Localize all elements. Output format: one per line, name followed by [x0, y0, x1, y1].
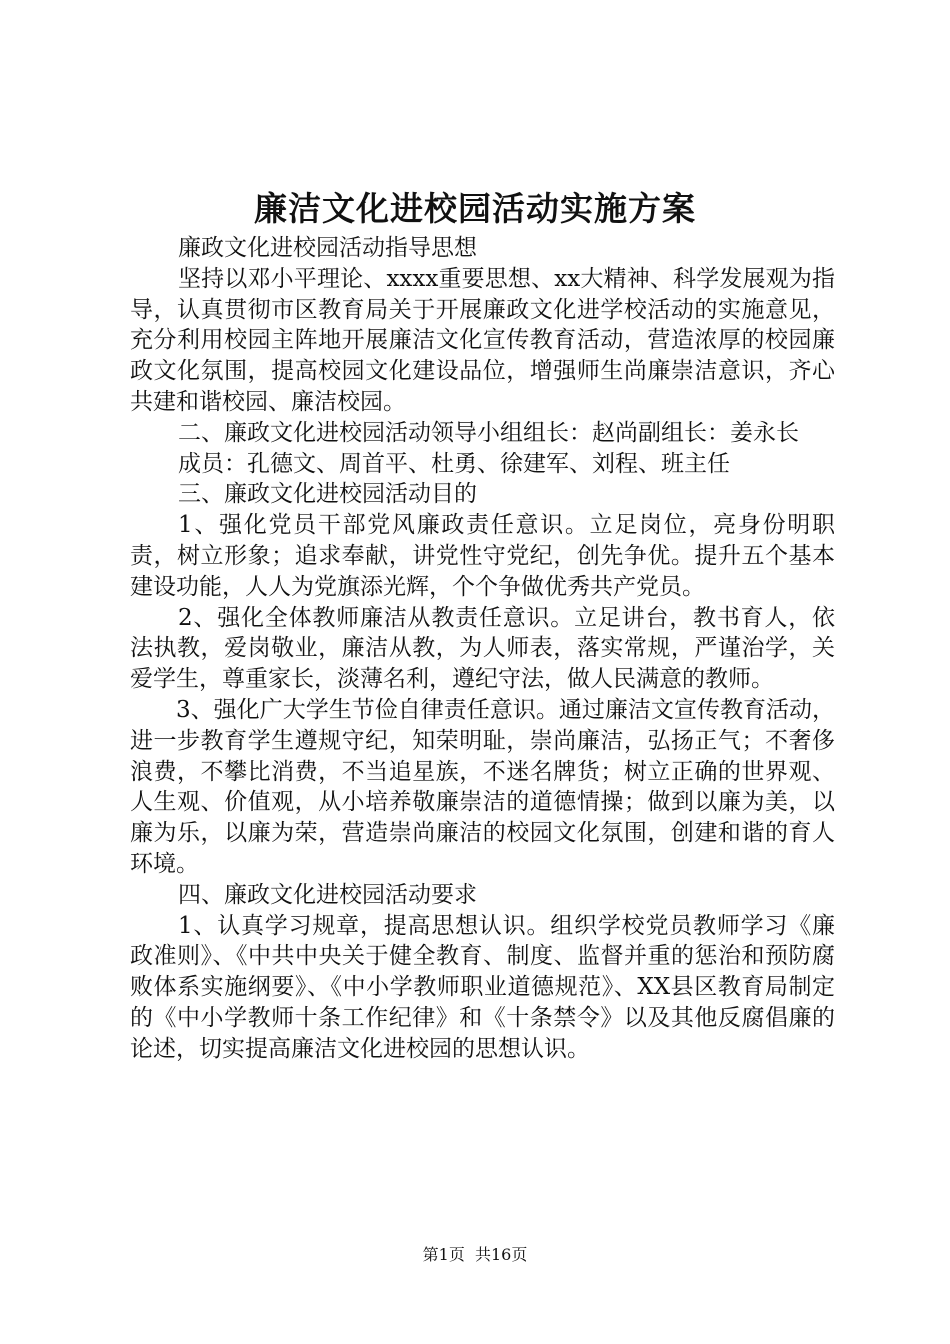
- paragraph-requirements-heading: 四、廉政文化进校园活动要求: [178, 881, 477, 908]
- paragraph-members: 成员：孔德文、周首平、杜勇、徐建军、刘程、班主任: [178, 450, 730, 477]
- paragraph-purpose-3: 3、强化广大学生节俭自律责任意识。通过廉洁文宣传教育活动，进一步教育学生遵规守纪，知荣明耻，崇尚廉洁，弘扬正气；不奢侈浪费，不攀比消费，不当追星族，不迷名牌货；树立正确的世界观、人生观、价值观，从小培养敬廉崇洁的道德情操；做到以廉为美，以廉为乐，以廉为荣，营造崇尚廉洁的校园文化氛围，创建和谐的育人环境。: [130, 696, 835, 877]
- paragraph-purpose-1: 1、强化党员干部党风廉政责任意识。立足岗位，亮身份明职责，树立形象；追求奉献，讲党性守党纪，创先争优。提升五个基本建设功能，人人为党旗添光辉，个个争做优秀共产党员。: [130, 512, 835, 600]
- paragraph-guiding-ideology: 坚持以邓小平理论、xxxx重要思想、xx大精神、科学发展观为指导，认真贯彻市区教育局关于开展廉政文化进学校活动的实施意见，充分利用校园主阵地开展廉洁文化宣传教育活动，营造浓厚的校园廉政文化氛围，提高校园文化建设品位，增强师生尚廉崇洁意识，齐心共建和谐校园、廉洁校园。: [130, 265, 835, 415]
- paragraph-leadership-group: 二、廉政文化进校园活动领导小组组长：赵尚副组长：姜永长: [178, 419, 799, 446]
- paragraph-purpose-2: 2、强化全体教师廉洁从教责任意识。立足讲台，教书育人，依法执教，爱岗敬业，廉洁从教，为人师表，落实常规，严谨治学，关爱学生，尊重家长，淡薄名利，遵纪守法，做人民满意的教师。: [130, 604, 835, 693]
- page-number-label: 第1页 共16页: [422, 1245, 528, 1264]
- document-title: 廉洁文化进校园活动实施方案: [254, 189, 696, 228]
- paragraph-guiding-ideology-heading: 廉政文化进校园活动指导思想: [178, 235, 477, 261]
- paragraph-requirement-1: 1、认真学习规章，提高思想认识。组织学校党员教师学习《廉政准则》、《中共中央关于健全教育、制度、监督并重的惩治和预防腐败体系实施纲要》、《中小学教师职业道德规范》、XX县区教育局制定的《中小学教师十条工作纪律》和《十条禁令》以及其他反腐倡廉的论述，切实提高廉洁文化进校园的思想认识。: [130, 912, 835, 1062]
- document-body: [130, 233, 835, 1065]
- paragraph-purpose-heading: 三、廉政文化进校园活动目的: [178, 481, 477, 508]
- page-footer: [0, 1244, 950, 1266]
